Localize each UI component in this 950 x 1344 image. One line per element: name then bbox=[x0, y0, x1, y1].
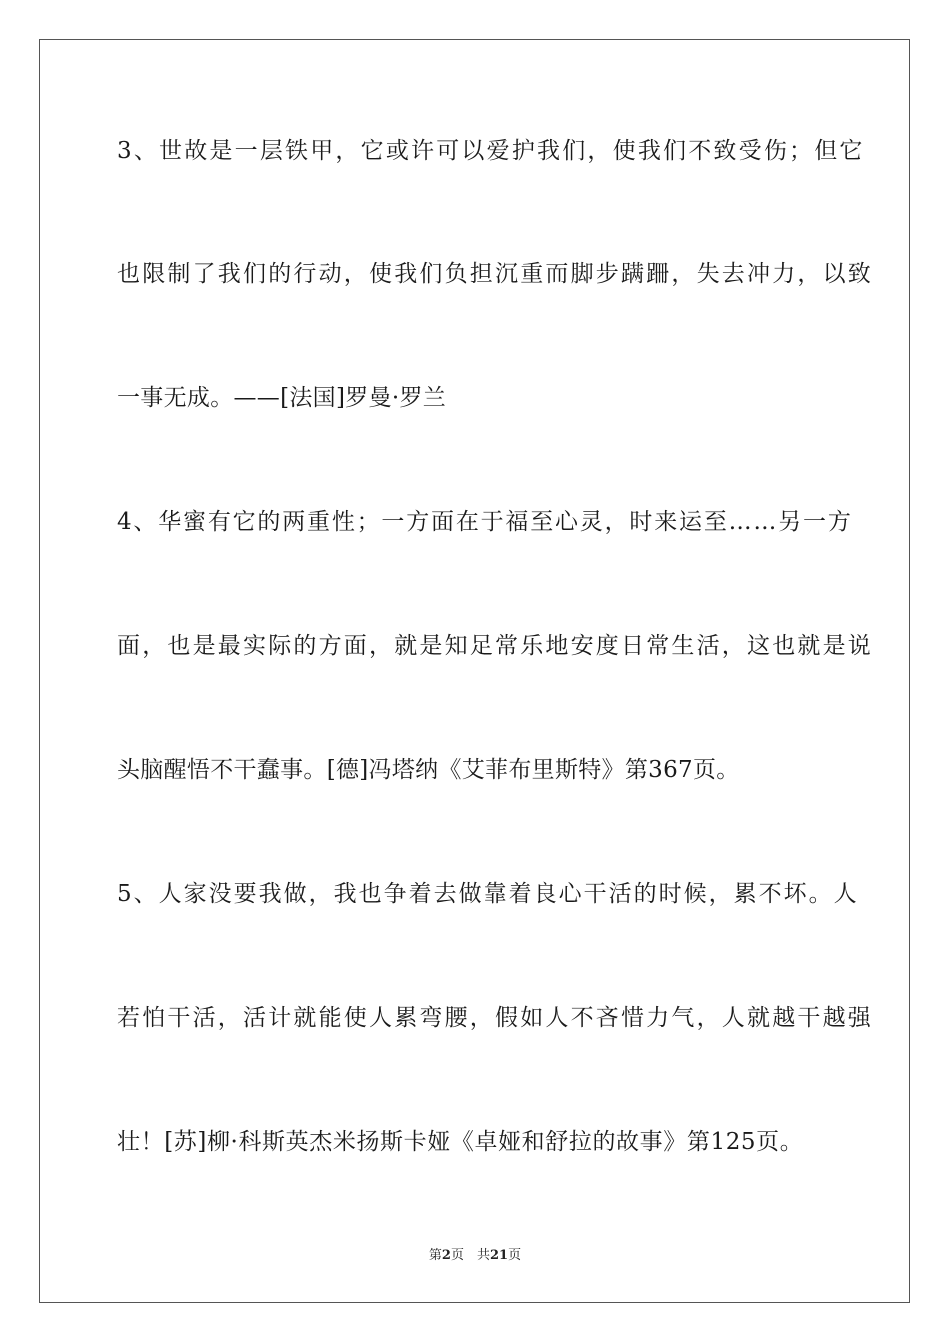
footer-page-current: 2 bbox=[441, 1248, 451, 1263]
footer-page-total: 21 bbox=[489, 1248, 509, 1263]
body-text-line: 头脑醒悟不干蠢事。[德]冯塔纳《艾菲布里斯特》第367页。 bbox=[117, 757, 740, 783]
body-text-line: 壮！[苏]柳·科斯英杰米扬斯卡娅《卓娅和舒拉的故事》第125页。 bbox=[117, 1129, 804, 1155]
footer-page-mid: 页 共 bbox=[450, 1248, 490, 1263]
footer-page-suffix: 页 bbox=[508, 1248, 522, 1263]
body-text-line: 一事无成。——[法国]罗曼·罗兰 bbox=[117, 385, 447, 411]
page-footer bbox=[0, 1247, 950, 1265]
body-text-line: 5、人家没要我做，我也争着去做靠着良心干活的时候，累不坏。人 bbox=[117, 881, 859, 907]
body-text-line: 若怕干活，活计就能使人累弯腰，假如人不吝惜力气，人就越干越强 bbox=[117, 1005, 873, 1031]
page-border bbox=[39, 39, 910, 1303]
footer-page-prefix: 第 bbox=[428, 1248, 442, 1263]
body-text-line: 4、华蜜有它的两重性；一方面在于福至心灵，时来运至……另一方 bbox=[117, 509, 853, 535]
body-text-line: 也限制了我们的行动，使我们负担沉重而脚步蹒跚，失去冲力，以致 bbox=[117, 261, 873, 287]
body-text-line: 面，也是最实际的方面，就是知足常乐地安度日常生活，这也就是说 bbox=[117, 633, 873, 659]
body-text-line: 3、世故是一层铁甲，它或许可以爱护我们，使我们不致受伤；但它 bbox=[117, 138, 865, 164]
